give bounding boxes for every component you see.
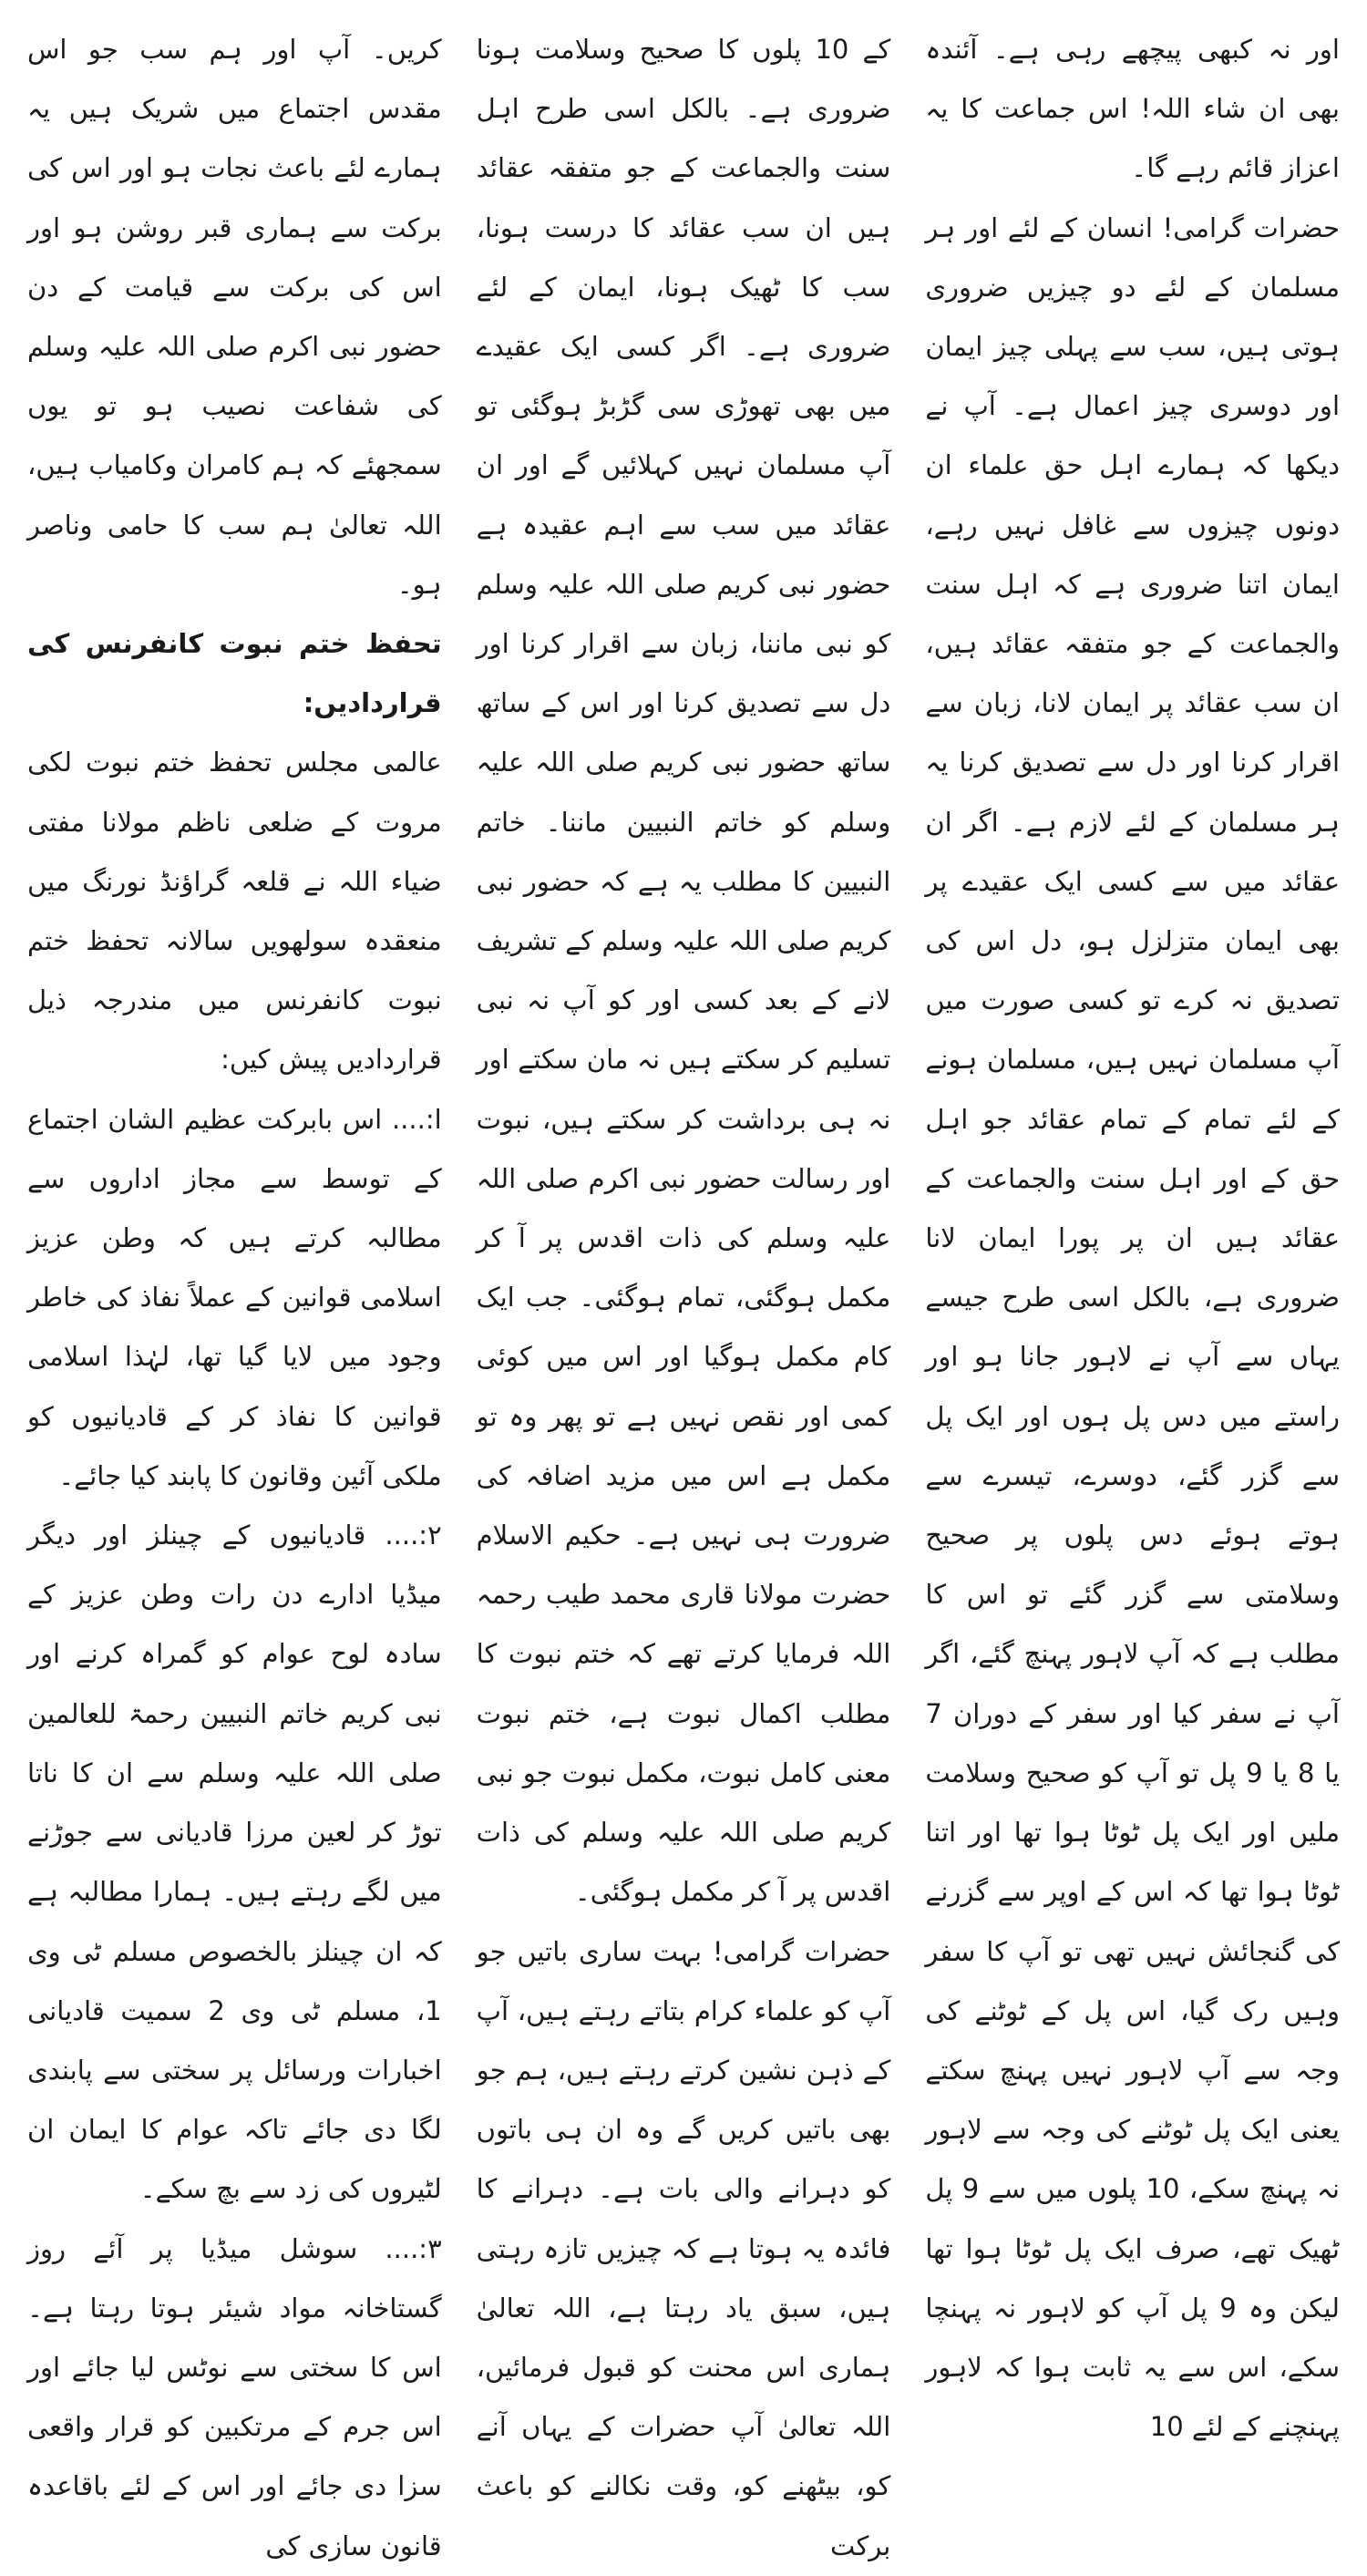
resolution-item: ا:.... اس بابرکت عظیم الشان اجتماع کے توسط سے مجاز اداروں سے مطالبہ کرتے ہیں کہ وطن عزیز اسلامی قوانین کے عملاً نفاذ کی خاطر وجود میں لایا گیا تھا، لہٰذا اسلامی قوانین کا نفاذ کر کے قادیانیوں کو ملکی آئین وقانون کا پابند کیا جائے۔	[26, 1103, 442, 1491]
section-heading: تحفظ ختم نبوت کانفرنس کی قراردادیں:	[26, 628, 442, 719]
column-left	[26, 20, 442, 2561]
paragraph: کریں۔ آپ اور ہم سب جو اس مقدس اجتماع میں شریک ہیں یہ ہمارے لئے باعث نجات ہو اور اس کی برکت سے ہماری قبر روشن ہو اور اس کی برکت سے قیامت کے دن حضور نبی اکرم صلی اللہ علیہ وسلم کی شفاعت نصیب ہو تو یوں سمجھئے کہ ہم کامران وکامیاب ہیں، اللہ تعالیٰ ہم سب کا حامی وناصر ہو۔	[26, 34, 442, 600]
paragraph: حضرات گرامی! انسان کے لئے اور ہر مسلمان کے لئے دو چیزیں ضروری ہوتی ہیں، سب سے پہلی چیز ایمان اور دوسری چیز اعمال ہے۔ آپ نے دیکھا کہ ہمارے اہل حق علماء ان دونوں چیزوں سے غافل نہیں رہے، ایمان اتنا ضروری ہے کہ اہل سنت والجماعت کے جو متفقہ عقائد ہیں، ان سب عقائد پر ایمان لانا، زبان سے اقرار کرنا اور دل سے تصدیق کرنا یہ ہر مسلمان کے لئے لازم ہے۔ اگر ان عقائد میں سے کسی ایک عقیدے پر بھی ایمان متزلزل ہو، دل اس کی تصدیق نہ کرے تو کسی صورت میں آپ مسلمان نہیں ہیں، مسلمان ہونے کے لئے تمام کے تمام عقائد جو اہل حق کے اور اہل سنت والجماعت کے عقائد ہیں ان پر پورا ایمان لانا ضروری ہے، بالکل اسی طرح جیسے یہاں سے آپ نے لاہور جانا ہو اور راستے میں دس پل ہوں اور ایک پل سے گزر گئے، دوسرے، تیسرے سے ہوتے ہوئے دس پلوں پر صحیح وسلامتی سے گزر گئے تو اس کا مطلب ہے کہ آپ لاہور پہنچ گئے، اگر آپ نے سفر کیا اور سفر کے دوران 7 یا 8 یا 9 پل تو آپ کو صحیح وسلامت ملیں اور ایک پل ٹوٹا ہوا تھا اور اتنا ٹوٹا ہوا تھا کہ اس کے اوپر سے گزرنے کی گنجائش نہیں تھی تو آپ کا سفر وہیں رک گیا، اس پل کے ٹوٹنے کی وجہ سے آپ لاہور نہیں پہنچ سکتے یعنی ایک پل ٹوٹنے کی وجہ سے لاہور نہ پہنچ سکے، 10 پلوں میں سے 9 پل ٹھیک تھے، صرف ایک پل ٹوٹا ہوا تھا لیکن وہ 9 پل آپ کو لاہور نہ پہنچا سکے، اس سے یہ ثابت ہوا کہ لاہور پہنچنے کے لئے 10	[925, 211, 1340, 2443]
column-right	[925, 20, 1340, 2443]
paragraph: اور نہ کبھی پیچھے رہی ہے۔ آئندہ بھی ان شاء اللہ! اس جماعت کا یہ اعزاز قائم رہے گا۔	[925, 34, 1340, 184]
resolution-item: ۳:.... سوشل میڈیا پر آئے روز گستاخانہ مواد شیئر ہوتا رہتا ہے۔ اس کا سختی سے نوٹس لیا جائے اور اس جرم کے مرتکبین کو قرار واقعی سزا دی جائے اور اس کے لئے باقاعدہ قانون سازی کی	[26, 2232, 442, 2561]
paragraph: حضرات گرامی! بہت ساری باتیں جو آپ کو علماء کرام بتاتے رہتے ہیں، آپ کے ذہن نشین کرتے رہتے ہیں، ہم جو بھی باتیں کریں گے وہ ان ہی باتوں کو دہرانے والی بات ہے۔ دہرانے کا فائدہ یہ ہوتا ہے کہ چیزیں تازہ رہتی ہیں، سبق یاد رہتا ہے، اللہ تعالیٰ ہماری اس محنت کو قبول فرمائیں، اللہ تعالیٰ آپ حضرات کے یہاں آنے کو، بیٹھنے کو، وقت نکالنے کو باعث برکت	[476, 1935, 891, 2561]
paragraph: عالمی مجلس تحفظ ختم نبوت لکی مروت کے ضلعی ناظم مولانا مفتی ضیاء اللہ نے قلعہ گراؤنڈ نورنگ میں منعقدہ سولھویں سالانہ تحفظ ختم نبوت کانفرنس میں مندرجہ ذیل قراردادیں پیش کیں:	[26, 747, 442, 1076]
resolution-item: ۲:.... قادیانیوں کے چینلز اور دیگر میڈیا ادارے دن رات وطن عزیز کے سادہ لوح عوام کو گمراہ کرنے اور نبی کریم خاتم النبیین رحمۃ للعالمین صلی اللہ علیہ وسلم سے ان کا ناتا توڑ کر لعین مرزا قادیانی سے جوڑنے میں لگے رہتے ہیں۔ ہمارا مطالبہ ہے کہ ان چینلز بالخصوص مسلم ٹی وی 1، مسلم ٹی وی 2 سمیت قادیانی اخبارات ورسائل پر سختی سے پابندی لگا دی جائے تاکہ عوام کا ایمان ان لٹیروں کی زد سے بچ سکے۔	[26, 1520, 442, 2205]
column-middle	[476, 20, 891, 2561]
paragraph: کے 10 پلوں کا صحیح وسلامت ہونا ضروری ہے۔ بالکل اسی طرح اہل سنت والجماعت کے جو متفقہ عقائد ہیں ان سب عقائد کا درست ہونا، سب کا ٹھیک ہونا، ایمان کے لئے ضروری ہے۔ اگر کسی ایک عقیدے میں بھی تھوڑی سی گڑبڑ ہوگئی تو آپ مسلمان نہیں کہلائیں گے اور ان عقائد میں سب سے اہم عقیدہ ہے حضور نبی کریم صلی اللہ علیہ وسلم کو نبی ماننا، زبان سے اقرار کرنا اور دل سے تصدیق کرنا اور اس کے ساتھ ساتھ حضور نبی کریم صلی اللہ علیہ وسلم کو خاتم النبیین ماننا۔ خاتم النبیین کا مطلب یہ ہے کہ حضور نبی کریم صلی اللہ علیہ وسلم کے تشریف لانے کے بعد کسی اور کو آپ نہ نبی تسلیم کر سکتے ہیں نہ مان سکتے اور نہ ہی برداشت کر سکتے ہیں، نبوت اور رسالت حضور نبی اکرم صلی اللہ علیہ وسلم کی ذات اقدس پر آ کر مکمل ہوگئی، تمام ہوگئی۔ جب ایک کام مکمل ہوگیا اور اس میں کوئی کمی اور نقص نہیں ہے تو پھر وہ تو مکمل ہے اس میں مزید اضافہ کی ضرورت ہی نہیں ہے۔ حکیم الاسلام حضرت مولانا قاری محمد طیب رحمہ اللہ فرمایا کرتے تھے کہ ختم نبوت کا مطلب اکمال نبوت ہے، ختم نبوت معنی کامل نبوت، مکمل نبوت جو نبی کریم صلی اللہ علیہ وسلم کی ذات اقدس پر آ کر مکمل ہوگئی۔	[476, 34, 891, 1908]
